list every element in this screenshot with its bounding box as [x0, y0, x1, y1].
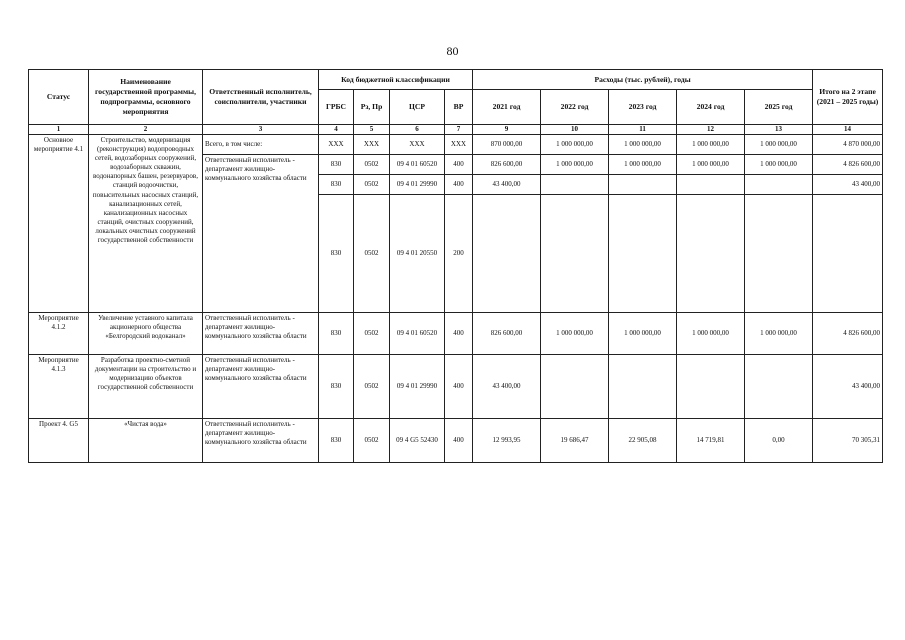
cell-2023: 1 000 000,00 [609, 313, 677, 355]
row-responsible: Ответственный исполнитель - департамент жилищно-коммунального хозяйства области [203, 419, 319, 463]
header-year-2023: 2023 год [609, 90, 677, 125]
cell-rz-pr: 0502 [354, 419, 390, 463]
column-number: 4 [319, 125, 354, 135]
cell-2024 [677, 195, 745, 313]
header-year-2022: 2022 год [541, 90, 609, 125]
header-year-2021: 2021 год [473, 90, 541, 125]
cell-2022: 1 000 000,00 [541, 135, 609, 155]
cell-2023: 1 000 000,00 [609, 155, 677, 175]
cell-2022 [541, 355, 609, 419]
table-row [29, 355, 883, 419]
cell-2023 [609, 355, 677, 419]
column-number: 5 [354, 125, 390, 135]
header-budget-code: Код бюджетной классификации [319, 70, 473, 90]
cell-total: 4 826 600,00 [813, 155, 883, 175]
row-responsible: Ответственный исполнитель - департамент жилищно-коммунального хозяйства области [203, 313, 319, 355]
cell-total: 43 400,00 [813, 175, 883, 195]
cell-2024: 1 000 000,00 [677, 313, 745, 355]
cell-rz-pr: 0502 [354, 355, 390, 419]
column-number: 12 [677, 125, 745, 135]
cell-2022: 1 000 000,00 [541, 313, 609, 355]
cell-rz-pr: 0502 [354, 313, 390, 355]
table-row [29, 313, 883, 355]
cell-rz-pr: 0502 [354, 175, 390, 195]
cell-2024 [677, 175, 745, 195]
cell-grbs: 830 [319, 155, 354, 175]
cell-grbs: 830 [319, 175, 354, 195]
cell-rz-pr: 0502 [354, 195, 390, 313]
cell-2022: 1 000 000,00 [541, 155, 609, 175]
cell-rz-pr: XXX [354, 135, 390, 155]
header-rz-pr: Рз, Пр [354, 90, 390, 125]
cell-2025 [745, 175, 813, 195]
header-csr: ЦСР [390, 90, 445, 125]
header-total: Итого на 2 этапе (2021 – 2025 годы) [813, 70, 883, 125]
cell-grbs: 830 [319, 355, 354, 419]
cell-vr: 400 [445, 155, 473, 175]
page-number: 80 [446, 44, 459, 58]
column-number: 9 [473, 125, 541, 135]
cell-csr: 09 4 01 60520 [390, 313, 445, 355]
header-responsible: Ответственный исполнитель, соисполнители, участники [203, 70, 319, 125]
cell-csr: 09 4 G5 52430 [390, 419, 445, 463]
row-name: Разработка проектно-сметной документации на строительство и модернизацию объектов государственной собственности [89, 355, 203, 419]
cell-2025: 1 000 000,00 [745, 313, 813, 355]
cell-total: 4 870 000,00 [813, 135, 883, 155]
column-number: 1 [29, 125, 89, 135]
cell-grbs: 830 [319, 195, 354, 313]
cell-2023: 22 905,08 [609, 419, 677, 463]
cell-2021: 826 600,00 [473, 313, 541, 355]
cell-2023 [609, 195, 677, 313]
cell-2025 [745, 355, 813, 419]
column-number: 14 [813, 125, 883, 135]
row-name: «Чистая вода» [89, 419, 203, 463]
row-status: Проект 4. G5 [29, 419, 89, 463]
cell-2021: 870 000,00 [473, 135, 541, 155]
cell-vr: 400 [445, 355, 473, 419]
cell-total: 43 400,00 [813, 355, 883, 419]
cell-csr: XXX [390, 135, 445, 155]
cell-vr: 400 [445, 419, 473, 463]
cell-2021: 43 400,00 [473, 355, 541, 419]
cell-2025: 0,00 [745, 419, 813, 463]
cell-vr: 400 [445, 313, 473, 355]
cell-2025: 1 000 000,00 [745, 135, 813, 155]
cell-csr: 09 4 01 29990 [390, 355, 445, 419]
header-vr: ВР [445, 90, 473, 125]
header-expenses: Расходы (тыс. рублей), годы [473, 70, 813, 90]
column-number: 7 [445, 125, 473, 135]
column-number: 6 [390, 125, 445, 135]
cell-vr: XXX [445, 135, 473, 155]
column-number: 10 [541, 125, 609, 135]
cell-2024: 14 719,81 [677, 419, 745, 463]
cell-2024 [677, 355, 745, 419]
cell-2025: 1 000 000,00 [745, 155, 813, 175]
cell-vr: 400 [445, 175, 473, 195]
column-number-row [29, 125, 883, 135]
cell-2025 [745, 195, 813, 313]
row-status: Мероприятие 4.1.2 [29, 313, 89, 355]
cell-total: 70 305,31 [813, 419, 883, 463]
row-responsible: Ответственный исполнитель - департамент жилищно-коммунального хозяйства области [203, 155, 319, 313]
cell-2022 [541, 175, 609, 195]
column-number: 3 [203, 125, 319, 135]
cell-grbs: 830 [319, 313, 354, 355]
cell-vr: 200 [445, 195, 473, 313]
cell-grbs: 830 [319, 419, 354, 463]
header-grbs: ГРБС [319, 90, 354, 125]
row-name: Увеличение уставного капитала акционерного общества «Белгородский водоканал» [89, 313, 203, 355]
cell-2021 [473, 195, 541, 313]
cell-total [813, 195, 883, 313]
cell-2022 [541, 195, 609, 313]
cell-2021: 826 600,00 [473, 155, 541, 175]
table-row [29, 419, 883, 463]
row-status: Мероприятие 4.1.3 [29, 355, 89, 419]
budget-table [28, 69, 883, 463]
row-responsible: Ответственный исполнитель - департамент жилищно-коммунального хозяйства области [203, 355, 319, 419]
cell-csr: 09 4 01 29990 [390, 175, 445, 195]
column-number: 2 [89, 125, 203, 135]
cell-csr: 09 4 01 60520 [390, 155, 445, 175]
cell-2023: 1 000 000,00 [609, 135, 677, 155]
header-status: Статус [29, 70, 89, 125]
row-status: Основное мероприятие 4.1 [29, 135, 89, 313]
cell-2022: 19 686,47 [541, 419, 609, 463]
cell-2024: 1 000 000,00 [677, 155, 745, 175]
cell-rz-pr: 0502 [354, 155, 390, 175]
column-number: 11 [609, 125, 677, 135]
row-name: Строительство, модернизация (реконструкция) водопроводных сетей, водозаборных сооружений, водозаборных скважин, водонапорных башен, резервуаров, станций водоочистки, повысительных насосных станций, канализационных сетей, канализационных насосных станций, очистных сооружений, локальных очистных сооружений государственной собственности [89, 135, 203, 313]
cell-2023 [609, 175, 677, 195]
cell-2021: 43 400,00 [473, 175, 541, 195]
table-row [29, 135, 883, 155]
header-name: Наименование государственной программы, подпрограммы, основного мероприятия [89, 70, 203, 125]
cell-2021: 12 993,95 [473, 419, 541, 463]
cell-csr: 09 4 01 20550 [390, 195, 445, 313]
cell-grbs: XXX [319, 135, 354, 155]
header-year-2025: 2025 год [745, 90, 813, 125]
row-responsible: Всего, в том числе: [203, 135, 319, 155]
cell-2024: 1 000 000,00 [677, 135, 745, 155]
header-year-2024: 2024 год [677, 90, 745, 125]
column-number: 13 [745, 125, 813, 135]
cell-total: 4 826 600,00 [813, 313, 883, 355]
